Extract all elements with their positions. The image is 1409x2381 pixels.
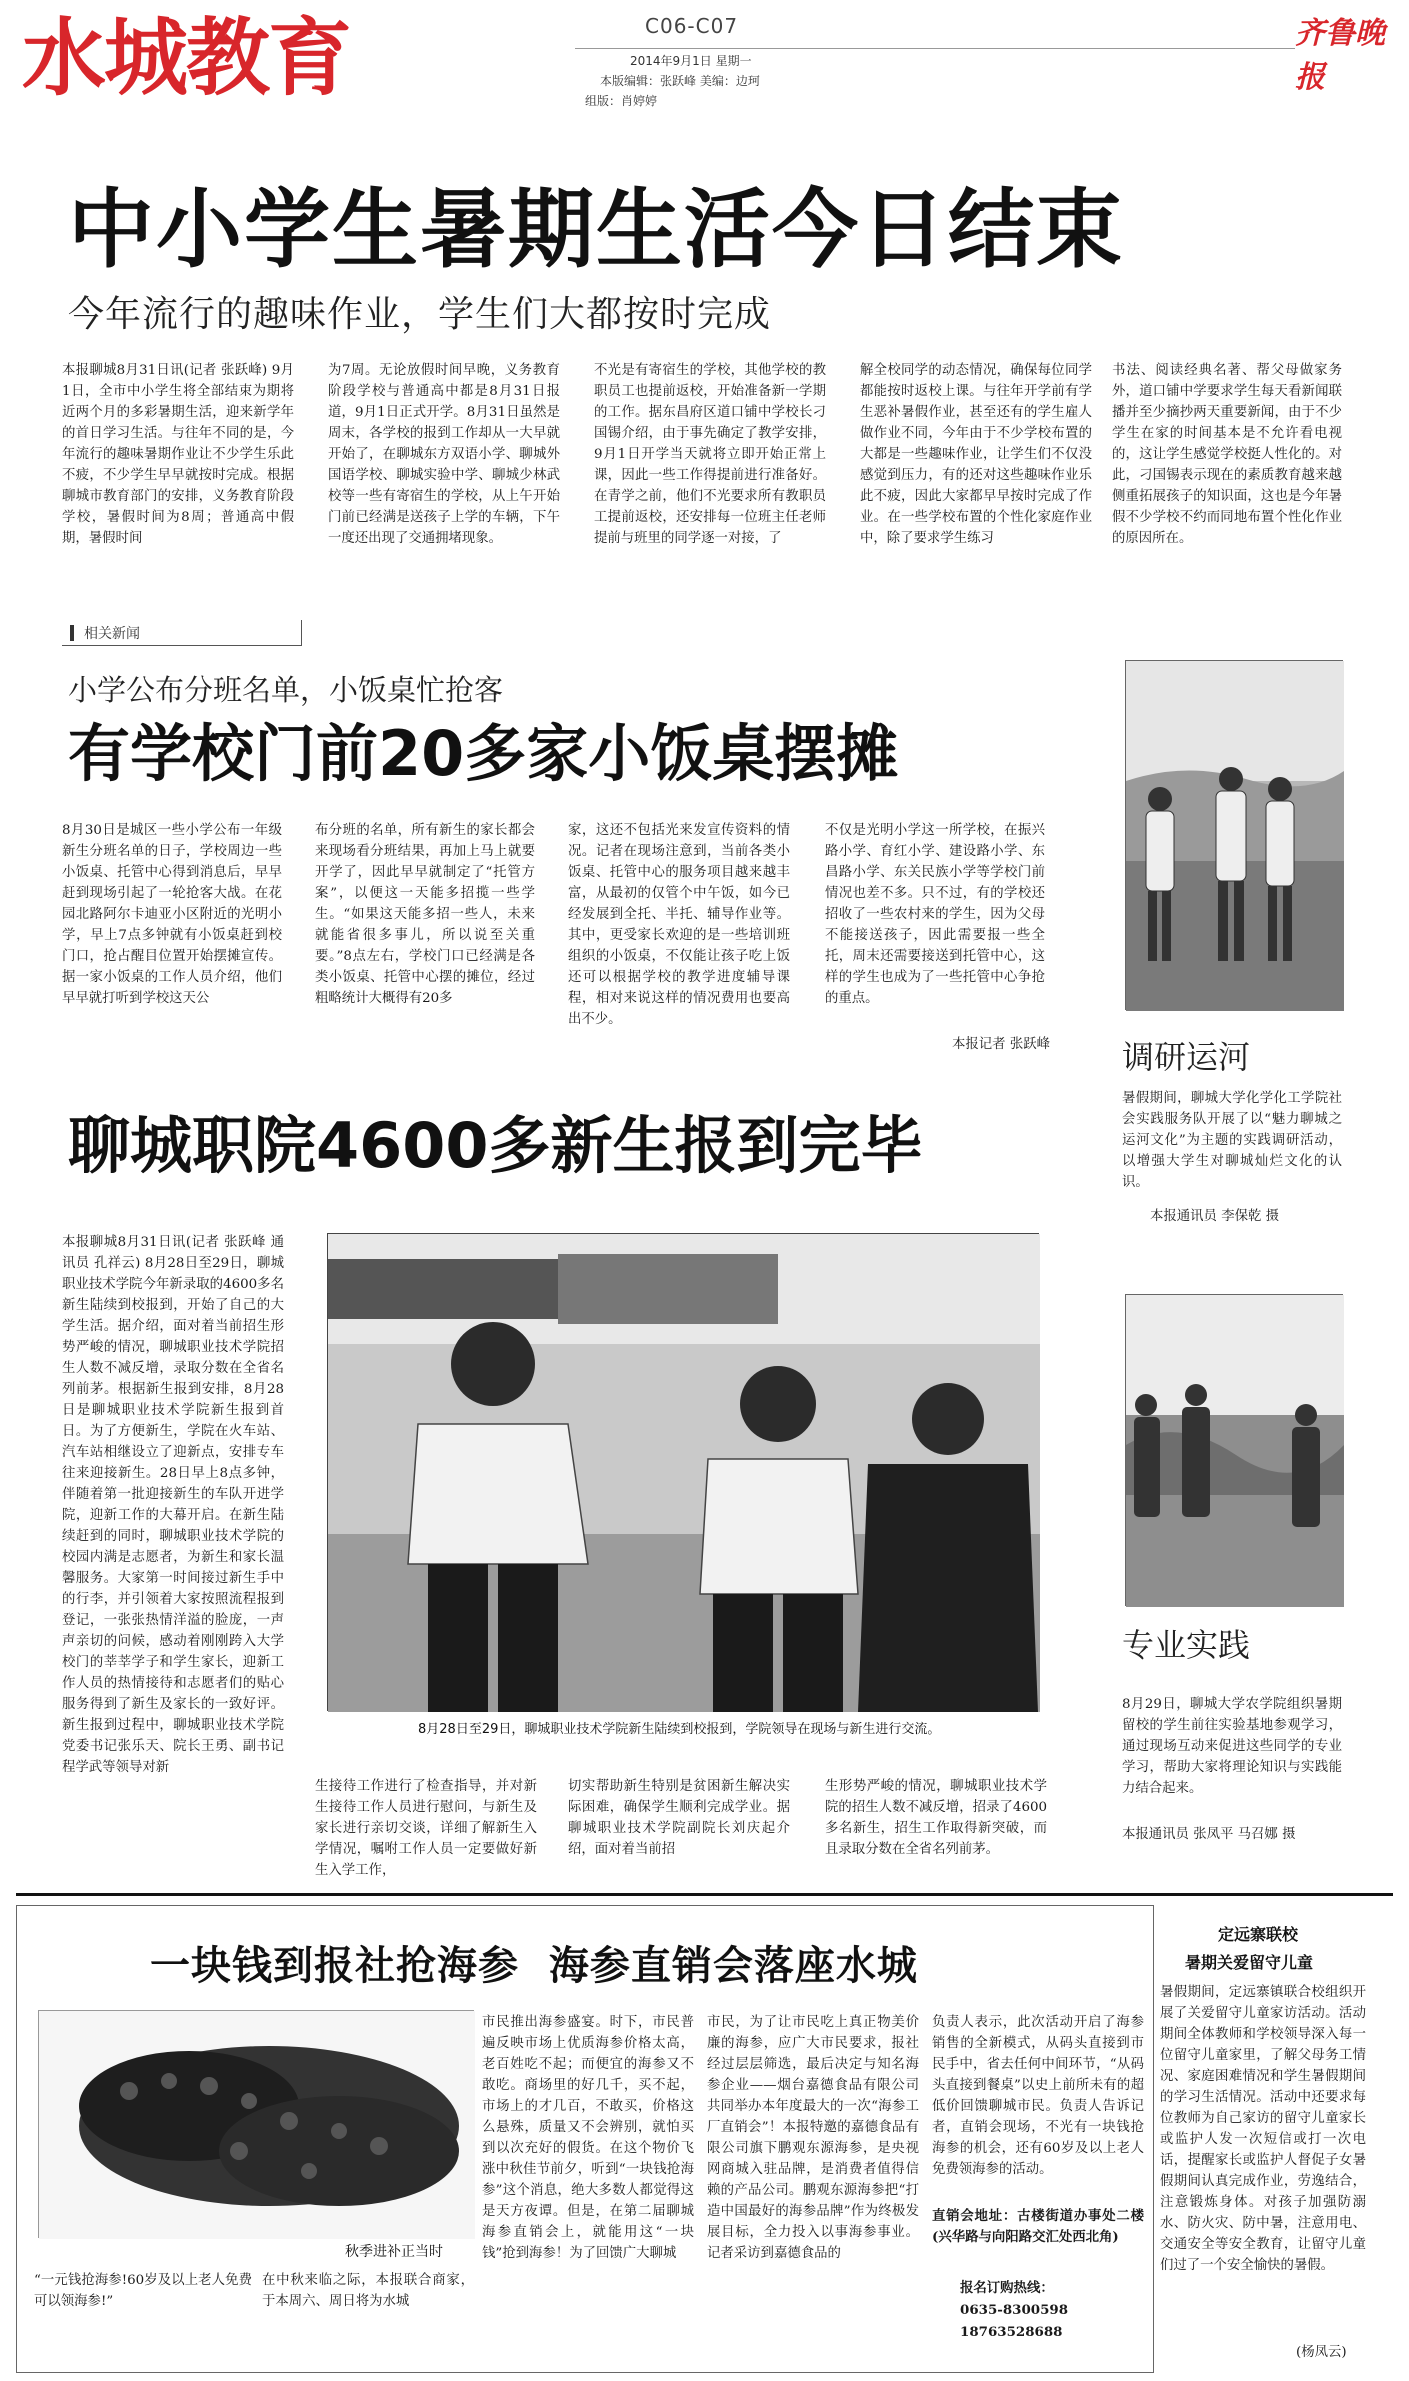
lead-column-5: 书法、阅读经典名著、帮父母做家务外，道口铺中学要求学生每天看新闻联播并至少摘抄两天重要新闻，由于不少学生在家的时间基本是不允许看电视的，这让学生感觉学校挺人性化的。对此，刁国锡表示现在的素质教育越来越侧重拓展孩子的知识面，这也是今年暑假不少学校不约而同地布置个性化作业的原因所在。 bbox=[1112, 363, 1342, 546]
issue-date: 2014年9月1日 星期一 bbox=[630, 54, 752, 68]
layout-credit: 组版：肖婷婷 bbox=[585, 94, 658, 108]
enroll-column-3: 切实帮助新生特别是贫困新生解决实际困难，确保学生顺利完成学业。据聊城职业技术学院副院长刘庆起介绍，面对着当前招 bbox=[568, 1779, 790, 1857]
enroll-column-4: 生形势严峻的情况，聊城职业技术学院的招生人数不减反增，招录了4600多名新生，招生工作取得新突破，而且录取分数在全省名列前茅。 bbox=[825, 1779, 1047, 1857]
related-news-text: 相关新闻 bbox=[84, 626, 140, 642]
canal-scene-illustration bbox=[1126, 661, 1344, 1011]
enroll-left-text: 本报聊城8月31日讯(记者 张跃峰 通讯员 孔祥云) 8月28日至29日，聊城职业技术学院今年新录取的4600多名新生陆续到校报到，开始了自己的大学生活。据介绍，面对着当前招生形势严峻的情况，聊城职业技术学院招生人数不减反增，录取分数在全省名列前茅。根据新生报到安排，8月28日是聊城职业技术学院新生报到首日。为了方便新生，学院在火车站、汽车站相继设立了迎新点，安排专车往来迎接新生。28日早上8点多钟，伴随着第一批迎接新生的车队开进学院，迎新工作的大幕开启。在新生陆续赶到的同时，聊城职业技术学院的校园内满是志愿者，为新生和家长温馨服务。大家第一时间接过新生手中的行李，并引领着大家按照流程报到登记，一张张热情洋溢的脸庞，一声声亲切的问候，感动着刚刚跨入大学校门的莘莘学子和学生家长，迎新工作人员的热情接待和志愿者们的贴心服务得到了新生及家长的一致好评。新生报到过程中，聊城职业技术学院党委书记张乐天、院长王勇、副书记程学武等领导对新 bbox=[62, 1235, 284, 1775]
stalls-column-2: 布分班的名单，所有新生的家长都会来现场看分班结果，再加上马上就要开学了，因此早早就制定了“托管方案”，以便这一天能多招揽一些学生。“如果这天能多招一些人，未来就能省很多事儿，所以说至关重要。”8点左右，学校门口已经满是各类小饭桌、托管中心摆的摊位，经过粗略统计大概得有20多 bbox=[315, 823, 535, 1006]
lead-column-2: 为7周。无论放假时间早晚，义务教育阶段学校与普通高中都是8月31日报道，9月1日正式开学。8月31日虽然是周末，各学校的报到工作却从一大早就开始了，在聊城东方双语小学、聊城外国语学校、聊城实验中学、聊城少林武校等一些有寄宿生的学校，从上午开始门前已经满是送孩子上学的车辆，下午一度还出现了交通拥堵现象。 bbox=[328, 363, 560, 546]
canal-survey-title: 调研运河 bbox=[1122, 1038, 1251, 1076]
ad-address: 直销会地址：古楼街道办事处二楼(兴华路与向阳路交汇处西北角) bbox=[932, 2208, 1144, 2245]
section-logo: 水城教育 bbox=[22, 9, 351, 107]
lead-column-1: 本报聊城8月31日讯(记者 张跃峰) 9月1日，全市中小学生将全部结束为期将近两个月的多彩暑期生活，迎来新学年的首日学习生活。与往年不同的是，今年流行的趣味暑期作业让不少学生乐此不疲，不少学生早早就按时完成。根据聊城市教育部门的安排，义务教育阶段学校，暑假时间为8周；普通高中假期，暑假时间 bbox=[62, 363, 294, 546]
masthead bbox=[0, 0, 1409, 112]
lead-column-3: 不光是有寄宿生的学校，其他学校的教职员工也提前返校，开始准备新一学期的工作。据东昌府区道口铺中学校长刁国锡介绍，由于事先确定了教学安排，9月1日开学当天就将立即开始正常上课，因此一些工作得提前进行准备好。在青学之前，他们不光要求所有教职员工提前返校，还安排每一位班主任老师提前与班里的同学逐一对接，了 bbox=[594, 363, 826, 546]
stalls-column-1: 8月30日是城区一些小学公布一年级新生分班名单的日子，学校周边一些小饭桌、托管中心得到消息后，早早赶到现场引起了一轮抢客大战。在花园北路阿尔卡迪亚小区附近的光明小学，早上7点多钟就有小饭桌赶到校门口，抢占醒目位置开始摆摊宣传。据一家小饭桌的工作人员介绍，他们早早就打听到学校这天公 bbox=[62, 823, 282, 1006]
enroll-headline: 聊城职院4600多新生报到完毕 bbox=[68, 1109, 923, 1182]
aside-credit: (杨凤云) bbox=[1296, 2345, 1347, 2360]
ad-column-3: 市民，为了让市民吃上真正物美价廉的海参，应广大市民要求，报社经过层层筛选，最后决定与知名海参企业——烟台嘉德食品有限公司共同举办本年度最大的一次“海参工厂直销会”！本报特邀的嘉德食品有限公司旗下鹏观东源海参，是央视网商城入驻品牌，是消费者值得信赖的产品公司。鹏观东源海参把“打造中国最好的海参品牌”作为终极发展目标，全力投入以事海参事业。记者采访到嘉德食品的 bbox=[707, 2015, 919, 2261]
stalls-column-4: 不仅是光明小学这一所学校，在振兴路小学、育红小学、建设路小学、东昌路小学、东关民族小学等学校门前情况也差不多。只不过，有的学校还招收了一些农村来的学生，因为父母不能接送孩子，因此需要报一些全托，周末还需要接送到托管中心，这样的学生也成为了一些托管中心争抢的重点。 bbox=[825, 823, 1045, 1006]
practice-scene-illustration bbox=[1126, 1295, 1344, 1607]
lead-column-4: 解全校同学的动态情况，确保每位同学都能按时返校上课。与往年开学前有学生恶补暑假作业，甚至还有的学生雇人做作业不同，今年由于不少学校布置的大都是一些趣味作业，让学生们不仅没感觉到压力，有的还对这些趣味作业乐此不疲，因此大家都早早按时完成了作业。在一些学校布置的个性化家庭作业中，除了要求学生练习 bbox=[860, 363, 1092, 546]
ad-phone-label: 报名订购热线： bbox=[960, 2280, 1054, 2296]
canal-survey-text: 暑假期间，聊城大学化学化工学院社会实践服务队开展了以“魅力聊城之运河文化”为主题的实践调研活动，以增强大学生对聊城灿烂文化的认识。 bbox=[1122, 1091, 1342, 1190]
aside-text: 暑假期间，定远寨镇联合校组织开展了关爱留守儿童家访活动。活动期间全体教师和学校领导深入每一位留守儿童家里，了解父母务工情况、家庭困难情况和学生暑假期间的学习生活情况。活动中还要求每位教师为自己家访的留守儿童家长或监护人发一次短信或打一次电话，提醒家长或监护人督促子女暑假期间认真完成作业，劳逸结合，注意锻炼身体。对孩子加强防溺水、防火灾、防中暑，注意用电、交通安全等安全教育，让留守儿童们过了一个安全愉快的暑假。 bbox=[1160, 1985, 1366, 2273]
canal-survey-photo bbox=[1125, 660, 1343, 1010]
canal-survey-credit: 本报通讯员 李保乾 摄 bbox=[1150, 1209, 1280, 1224]
practice-title: 专业实践 bbox=[1122, 1626, 1251, 1664]
ad-column-1: 在中秋来临之际，本报联合商家，于本周六、周日将为水城 bbox=[262, 2273, 474, 2309]
section-divider bbox=[16, 1893, 1393, 1896]
ad-column-2: 市民推出海参盛宴。时下，市民普遍反映市场上优质海参价格太高，老百姓吃不起；而便宜的海参又不敢吃。商场里的好几千，买不起，市场上的才几百，不敢买，价格这么悬殊，质量又不会辨别，就怕买到以次充好的假货。在这个物价飞涨中秋佳节前夕，听到“一块钱抢海参”这个消息，绝大多数人都觉得这是天方夜谭。但是，在第二届聊城海参直销会上，就能用这“一块钱”抢到海参！为了回馈广大聊城 bbox=[482, 2015, 694, 2261]
stalls-headline: 有学校门前20多家小饭桌摆摊 bbox=[68, 717, 899, 790]
aside-title-1: 定远寨联校 bbox=[1218, 1925, 1299, 1944]
enroll-photo-caption: 8月28日至29日，聊城职业技术学院新生陆续到校报到，学院领导在现场与新生进行交流。 bbox=[418, 1722, 941, 1737]
masthead-divider bbox=[575, 48, 1295, 49]
stalls-kicker: 小学公布分班名单，小饭桌忙抢客 bbox=[68, 673, 504, 707]
related-news-label bbox=[62, 620, 302, 646]
stalls-column-3: 家，这还不包括光来发宣传资料的情况。记者在现场注意到，当前各类小饭桌、托管中心的服务项目越来越丰富，从最初的仅管个中午饭，如今已经发展到全托、半托、辅导作业等。其中，更受家长欢迎的是一些培训班组织的小饭桌，不仅能让孩子吃上饭还可以根据学校的教学进度辅导课程，相对来说这样的情况费用也要高出不少。 bbox=[568, 823, 790, 1027]
ad-headline: 一块钱到报社抢海参 海参直销会落座水城 bbox=[150, 1943, 918, 1989]
practice-credit: 本报通讯员 张凤平 马召娜 摄 bbox=[1122, 1827, 1296, 1842]
lead-headline: 中小学生暑期生活今日结束 bbox=[68, 180, 1124, 280]
newspaper-logo: 齐鲁晚报 bbox=[1295, 16, 1385, 95]
practice-photo bbox=[1125, 1294, 1343, 1606]
enroll-scene-illustration bbox=[328, 1234, 1040, 1712]
enroll-column-2: 生接待工作进行了检查指导，并对新生接待工作人员进行慰问，与新生及家长进行亲切交谈，详细了解新生入学情况，嘱咐工作人员一定要做好新生入学工作， bbox=[315, 1779, 537, 1878]
stalls-byline: 本报记者 张跃峰 bbox=[952, 1037, 1050, 1052]
sea-cucumber-illustration bbox=[39, 2011, 475, 2239]
related-bar bbox=[70, 625, 74, 641]
ad-phone-1: 0635-8300598 bbox=[960, 2302, 1069, 2318]
sea-cucumber-photo bbox=[38, 2010, 474, 2238]
ad-column-4: 负责人表示，此次活动开启了海参销售的全新模式，从码头直接到市民手中，省去任何中间环节，“从码头直接到餐桌”以史上前所未有的超低价回馈聊城市民。负责人告诉记者，直销会现场，不光有一块钱抢海参的机会，还有60岁及以上老人免费领海参的活动。 bbox=[932, 2015, 1144, 2177]
ad-phone-2: 18763528688 bbox=[960, 2324, 1063, 2340]
page-numbers: C06-C07 bbox=[645, 14, 739, 38]
ad-caption-left: “一元钱抢海参!60岁及以上老人免费可以领海参!” bbox=[34, 2273, 252, 2309]
editor-credits: 本版编辑：张跃峰 美编：边珂 bbox=[600, 74, 760, 88]
enroll-main-photo bbox=[327, 1233, 1039, 1711]
sea-cucumber-photo-caption: 秋季进补正当时 bbox=[345, 2244, 443, 2260]
practice-text: 8月29日，聊城大学农学院组织暑期留校的学生前往实验基地参观学习，通过现场互动来促进这些同学的专业学习，帮助大家将理论知识与实践能力结合起来。 bbox=[1122, 1697, 1342, 1796]
aside-title-2: 暑期关爱留守儿童 bbox=[1185, 1953, 1314, 1972]
lead-subheadline: 今年流行的趣味作业，学生们大都按时完成 bbox=[68, 294, 772, 335]
